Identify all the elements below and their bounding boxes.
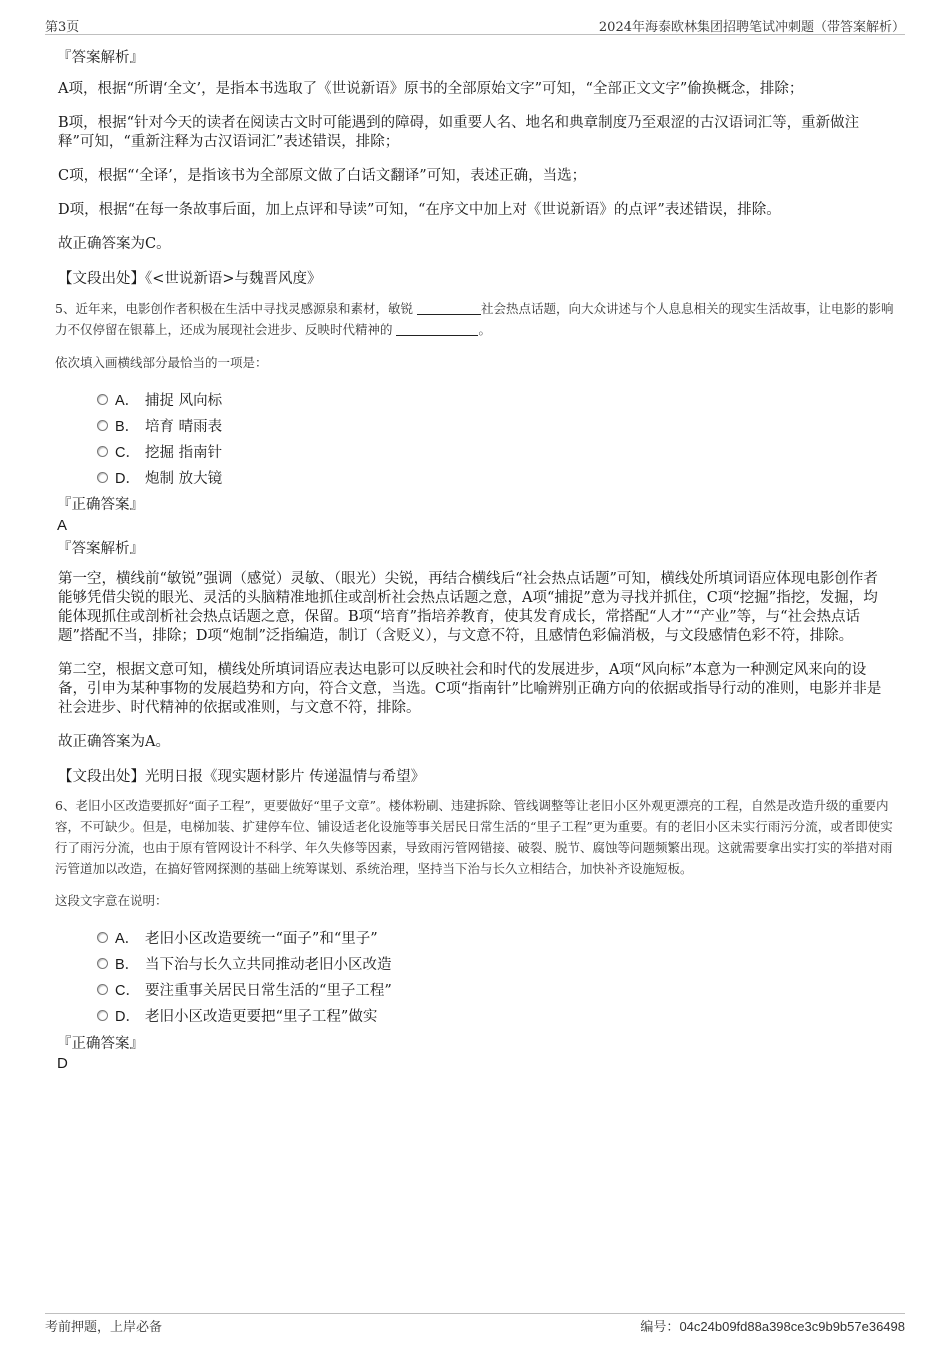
- q6-option-a[interactable]: A． 老旧小区改造要统一“面子”和“里子”: [95, 924, 895, 950]
- q5-stem: 5、近年来，电影创作者积极在生活中寻找灵感源泉和素材，敏锐 社会热点话题，向大众讲述与个人息息相关的现实生活故事，让电影的影响力不仅停留在银幕上，还成为展现社会进步、反映时代精神的 。: [55, 301, 894, 337]
- q5-correct-label: 『正确答案』: [57, 497, 144, 513]
- q5-blank-1: [417, 300, 481, 315]
- q5-option-d[interactable]: D． 炮制 放大镜: [95, 464, 895, 490]
- q6-option-b[interactable]: B． 当下治与长久立共同推动老旧小区改造: [95, 950, 895, 976]
- q4-source: 【文段出处】《<世说新语>与魏晋风度》: [58, 271, 322, 287]
- radio-button[interactable]: [97, 446, 108, 457]
- q4-analysis-d: D项，根据“在每一条故事后面，加上点评和导读”可知，“在序文中加上对《世说新语》的点评”表述错误，排除。: [58, 202, 781, 218]
- radio-button[interactable]: [97, 394, 108, 405]
- radio-button[interactable]: [97, 420, 108, 431]
- q5-blank-2: [396, 321, 478, 336]
- document-title: 2024年海泰欧林集团招聘笔试冲刺题（带答案解析）: [598, 20, 905, 35]
- radio-button[interactable]: [97, 1010, 108, 1021]
- page-content: [55, 46, 895, 1072]
- q5-analysis-second-blank: 第二空，根据文意可知，横线处所填词语应表达电影可以反映社会和时代的发展进步，A项“风向标”本意为一种测定风来向的设备，引申为某种事物的发展趋势和方向，符合文意，当选。C项“指南针”比喻辨别正确方向的依据或指导行动的准则，电影并非是社会进步、时代精神的依据或准则，与文意不符，排除。: [58, 662, 882, 716]
- q5-prompt: 依次填入画横线部分最恰当的一项是：: [55, 355, 268, 370]
- q6-correct-answer: D: [57, 1055, 68, 1072]
- document-code: [640, 1316, 905, 1335]
- page-footer: [45, 1313, 905, 1334]
- radio-button[interactable]: [97, 958, 108, 969]
- q6-prompt: 这段文字意在说明：: [55, 893, 168, 908]
- radio-button[interactable]: [97, 984, 108, 995]
- document-code-label: 编号：: [640, 1320, 680, 1335]
- q5-analysis-first-blank: 第一空，横线前“敏锐”强调（感觉）灵敏、（眼光）尖锐，再结合横线后“社会热点话题”可知，横线处所填词语应体现电影创作者能够凭借尖锐的眼光、灵活的头脑精准地抓住或剖析社会热点话题之意，A项“捕捉”意为寻找并抓住，C项“挖掘”指挖，发掘，均能体现抓住或剖析社会热点话题之意，保留。B项“培育”指培养教育，使其发育成长，常搭配“人才”“产业”等，与“社会热点话题”搭配不当，排除；D项“炮制”泛指编造，制订（含贬义），与文意不符，且感情色彩偏消极，与文段感情色彩不符，排除。: [58, 571, 878, 644]
- q5-option-a[interactable]: A． 捕捉 风向标: [95, 386, 895, 412]
- q5-options: [55, 386, 895, 490]
- radio-button[interactable]: [97, 932, 108, 943]
- q5-source: 【文段出处】光明日报《现实题材影片 传递温情与希望》: [58, 769, 426, 785]
- q5-option-b[interactable]: B． 培育 晴雨表: [95, 412, 895, 438]
- q4-analysis-c: C项，根据“‘全译’，是指该书为全部原文做了白话文翻译”可知，表述正确，当选；: [58, 168, 587, 184]
- q5-correct-answer: A: [57, 517, 68, 534]
- page-header: [45, 14, 905, 35]
- page-number: 第3页: [45, 20, 80, 35]
- q4-conclusion: 故正确答案为C。: [58, 236, 171, 252]
- q6-options: [55, 924, 895, 1028]
- q6-correct-label: 『正确答案』: [57, 1036, 144, 1052]
- q6-stem: 6、老旧小区改造要抓好“面子工程”，更要做好“里子文章”。楼体粉刷、违建拆除、管线调整等让老旧小区外观更漂亮的工程，自然是改造升级的重要内容，不可缺少。但是，电梯加装、扩建停车位、铺设适老化设施等事关居民日常生活的“里子工程”更为重要。有的老旧小区未实行雨污分流，或者即使实行了雨污分流，也由于原有管网设计不科学、年久失修等因素，导致雨污管网错接、破裂、脱节、腐蚀等问题频繁出现。这就需要拿出实打实的举措对雨污管道加以改造，在搞好管网探测的基础上统筹谋划、系统治理，坚持当下治与长久立相结合，加快补齐设施短板。: [55, 798, 893, 876]
- q5-analysis-label: 『答案解析』: [57, 541, 144, 557]
- q4-analysis-b: B项，根据“针对今天的读者在阅读古文时可能遇到的障碍，如重要人名、地名和典章制度乃至艰涩的古汉语词汇等，重新做注释”可知，“重新注释为古汉语词汇”表述错误，排除；: [58, 115, 860, 150]
- footer-slogan: 考前押题，上岸必备: [45, 1320, 163, 1335]
- q5-option-c[interactable]: C． 挖掘 指南针: [95, 438, 895, 464]
- document-code-value: 04c24b09fd88a398ce3c9b9b57e36498: [679, 1319, 905, 1334]
- q4-analysis-label: 『答案解析』: [57, 50, 144, 66]
- q5-conclusion: 故正确答案为A。: [58, 734, 170, 750]
- radio-button[interactable]: [97, 472, 108, 483]
- q6-option-c[interactable]: C． 要注重事关居民日常生活的“里子工程”: [95, 976, 895, 1002]
- q6-option-d[interactable]: D． 老旧小区改造更要把“里子工程”做实: [95, 1002, 895, 1028]
- q4-analysis-a: A项，根据“所谓‘全文’，是指本书选取了《世说新语》原书的全部原始文字”可知，“全部正文文字”偷换概念，排除；: [58, 81, 804, 97]
